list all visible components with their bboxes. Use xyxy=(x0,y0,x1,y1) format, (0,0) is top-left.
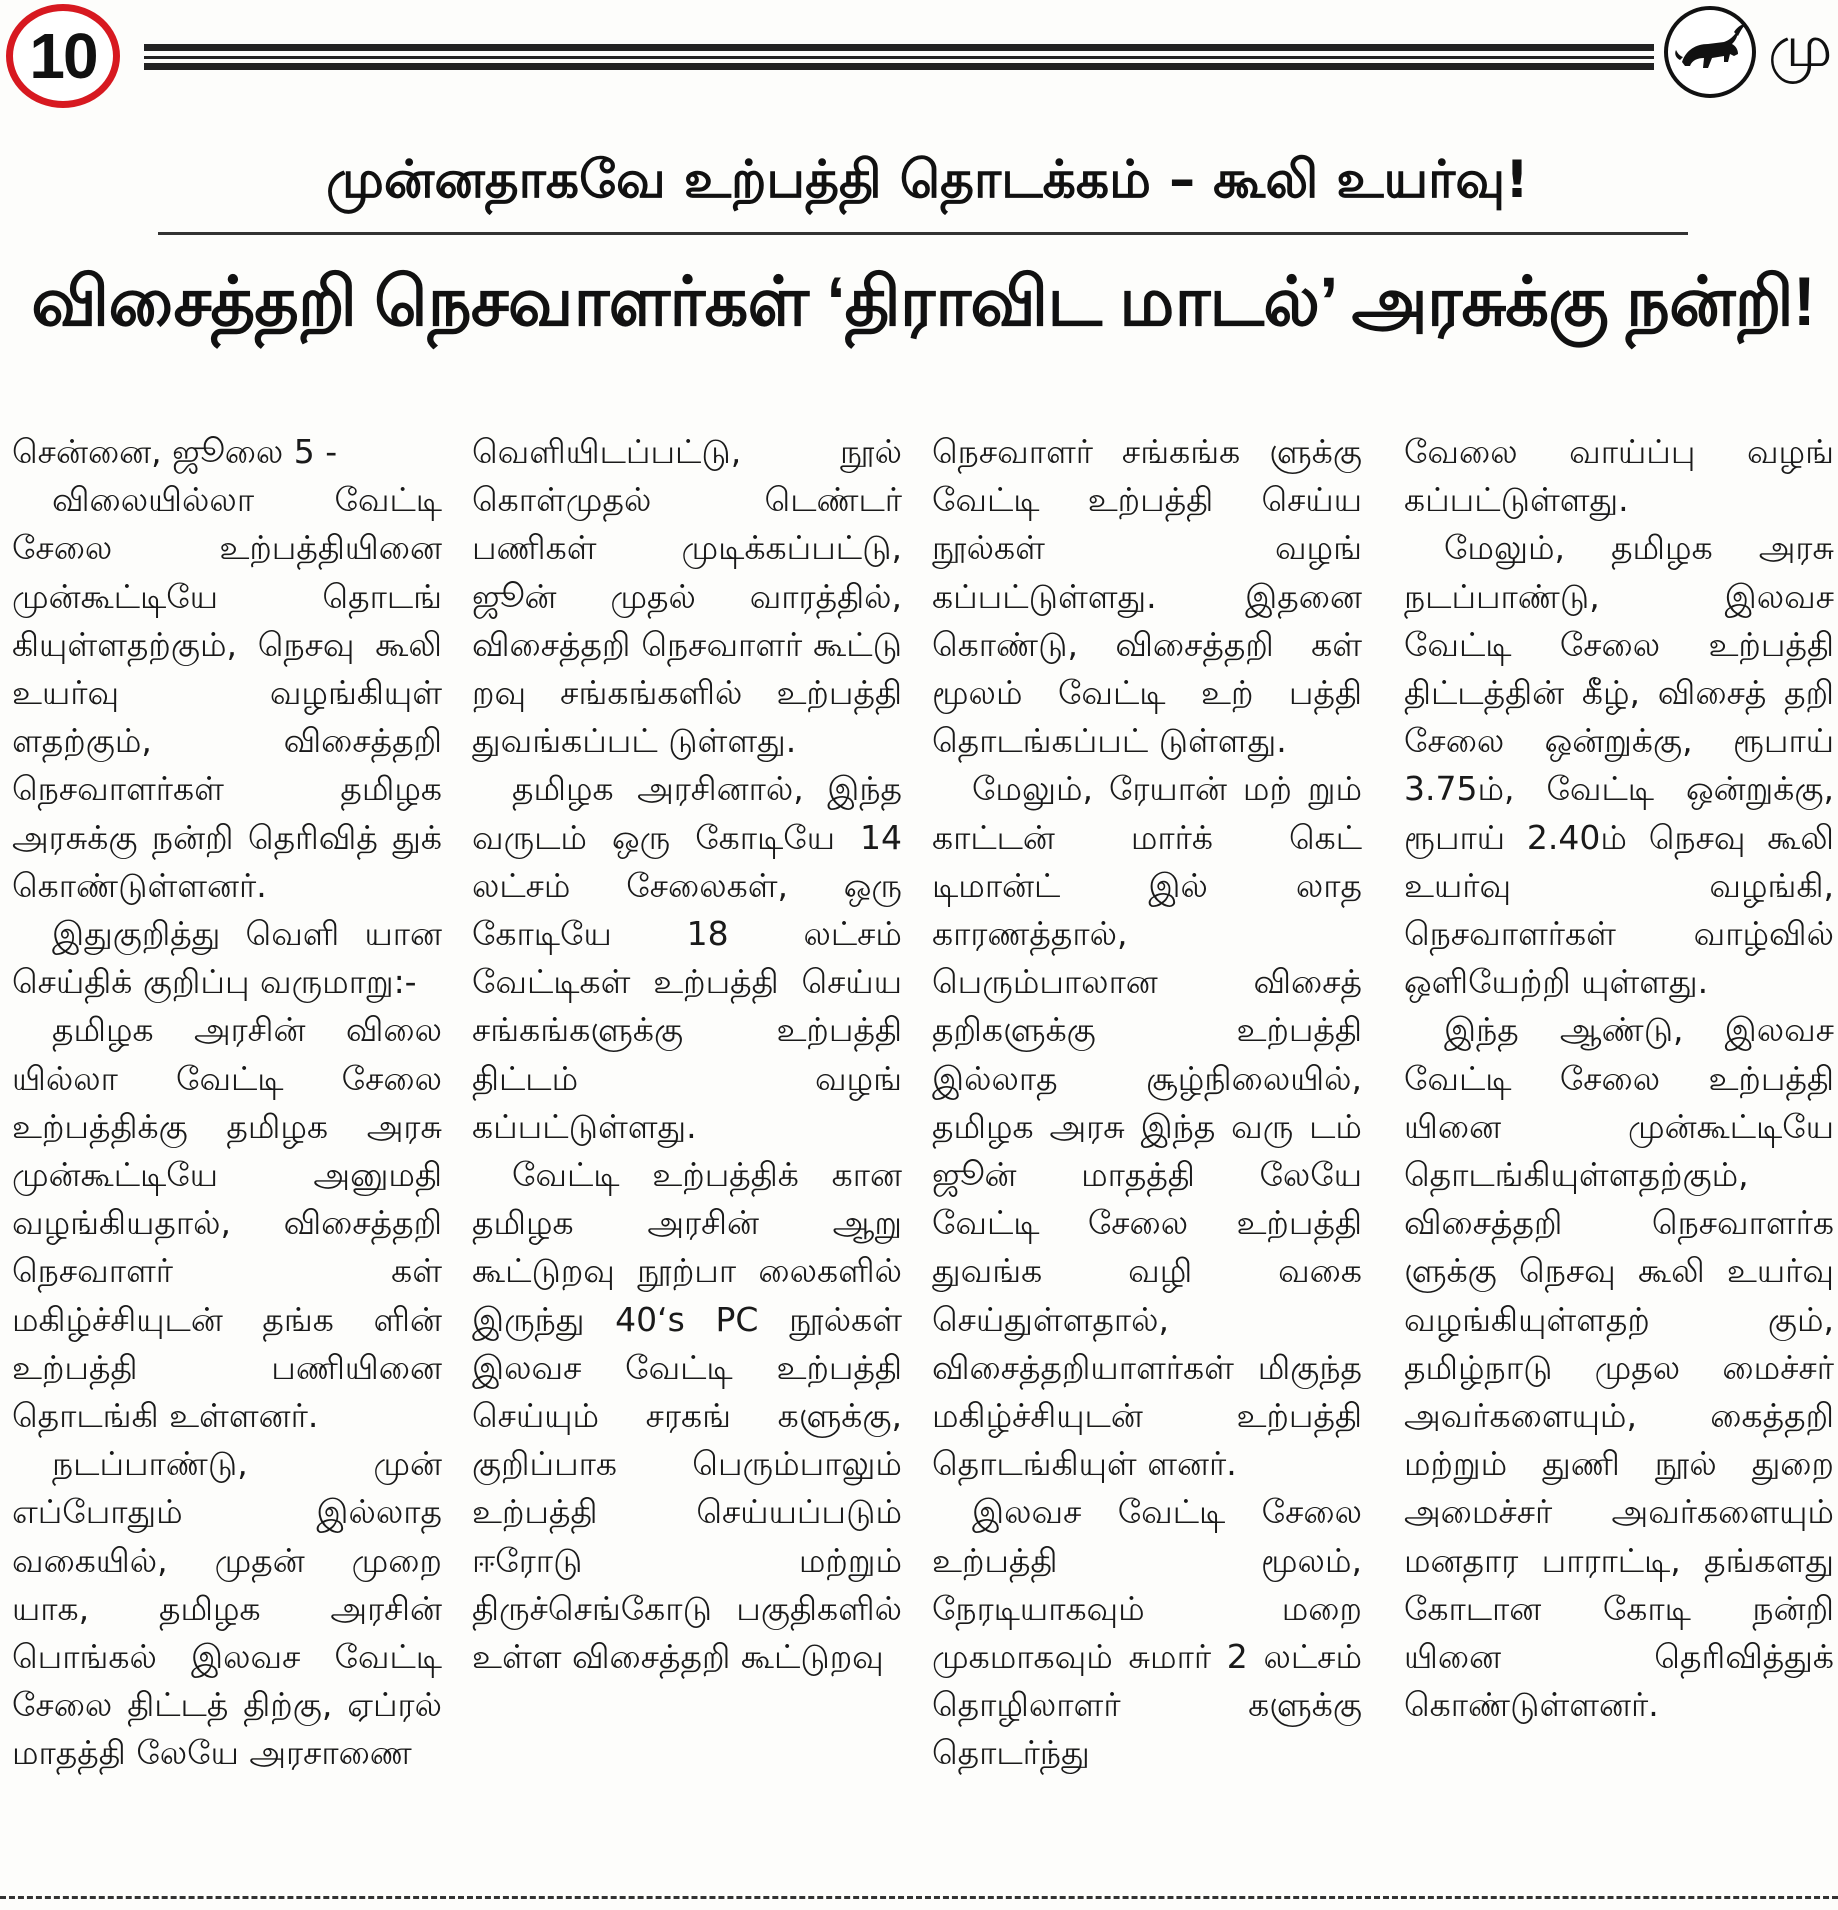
masthead-rule-top xyxy=(144,44,1654,51)
article-paragraph: இதுகுறித்து வெளி யான செய்திக் குறிப்பு வருமாறு:- xyxy=(12,914,442,1002)
article-column-2 xyxy=(472,428,902,1878)
article-column-1 xyxy=(12,428,442,1878)
article-paragraph: தமிழக அரசின் விலை யில்லா வேட்டி சேலை உற்பத்திக்கு தமிழக அரசு முன்கூட்டியே அனுமதி வழங்கியதால், விசைத்தறி நெசவாளர் கள் மகிழ்ச்சியுடன் தங்க ளின் உற்பத்தி பணியினை தொடங்கி உள்ளனர். xyxy=(12,1010,442,1436)
article-paragraph: மேலும், தமிழக அரசு நடப்பாண்டு, இலவச வேட்டி சேலை உற்பத்தி திட்டத்தின் கீழ், விசைத் தறி சேலை ஒன்றுக்கு, ரூபாய் 3.75ம், வேட்டி ஒன்றுக்கு, ரூபாய் 2.40ம் நெசவு கூலி உயர்வு வழங்கி, நெசவாளர்கள் வாழ்வில் ஒளியேற்றி யுள்ளது. xyxy=(1404,528,1834,1002)
subheadline: முன்னதாகவே உற்பத்தி தொடக்கம் – கூலி உயர்வு! xyxy=(326,150,1529,210)
subheadline-underline xyxy=(158,232,1688,235)
main-headline: விசைத்தறி நெசவாளர்கள் ‘திராவிட மாடல்’ அரசுக்கு நன்றி! xyxy=(31,263,1815,340)
article-paragraph: நடப்பாண்டு, முன் எப்போதும் இல்லாத வகையில், முதன் முறை யாக, தமிழக அரசின் பொங்கல் இலவச வேட்டி சேலை திட்டத் திற்கு, ஏப்ரல் மாதத்தி லேயே அரசாணை xyxy=(12,1444,442,1773)
article-column-4 xyxy=(1404,428,1834,1878)
page-number: 10 xyxy=(29,20,97,92)
page-number-badge xyxy=(6,4,120,108)
article-paragraph: வேலை வாய்ப்பு வழங் கப்பட்டுள்ளது. xyxy=(1404,432,1834,520)
article-paragraph: இலவச வேட்டி சேலை உற்பத்தி மூலம், நேரடியாகவும் மறை முகமாகவும் சுமார் 2 லட்சம் தொழிலாளர் களுக்கு தொடர்ந்து xyxy=(932,1492,1362,1773)
article-column-3 xyxy=(932,428,1362,1878)
article-paragraph: வெளியிடப்பட்டு, நூல் கொள்முதல் டெண்டர் பணிகள் முடிக்கப்பட்டு, ஜூன் முதல் வாரத்தில், விசைத்தறி நெசவாளர் கூட்டு றவு சங்கங்களில் உற்பத்தி துவங்கப்பட் டுள்ளது. xyxy=(472,432,902,761)
masthead-rule-bottom xyxy=(144,63,1654,70)
article-paragraph: இந்த ஆண்டு, இலவச வேட்டி சேலை உற்பத்தி யினை முன்கூட்டியே தொடங்கியுள்ளதற்கும், விசைத்தறி நெசவாளர்க ளுக்கு நெசவு கூலி உயர்வு வழங்கியுள்ளதற் கும், தமிழ்நாடு முதல மைச்சர் அவர்களையும், கைத்தறி மற்றும் துணி நூல் துறை அமைச்சர் அவர்களையும் மனதார பாராட்டி, தங்களது கோடான கோடி நன்றி யினை தெரிவித்துக் கொண்டுள்ளனர். xyxy=(1404,1010,1834,1725)
dateline: சென்னை, ஜூலை 5 - xyxy=(12,432,338,471)
article-paragraph: விலையில்லா வேட்டி சேலை உற்பத்தியினை முன்கூட்டியே தொடங் கியுள்ளதற்கும், நெசவு கூலி உயர்வு வழங்கியுள் ளதற்கும், விசைத்தறி நெசவாளர்கள் தமிழக அரசுக்கு நன்றி தெரிவித் துக் கொண்டுள்ளனர். xyxy=(12,480,442,905)
article-paragraph: தமிழக அரசினால், இந்த வருடம் ஒரு கோடியே 14 லட்சம் சேலைகள், ஒரு கோடியே 18 லட்சம் வேட்டிகள் உற்பத்தி செய்ய சங்கங்களுக்கு உற்பத்தி திட்டம் வழங் கப்பட்டுள்ளது. xyxy=(472,769,902,1146)
page-bottom-dashed-rule xyxy=(0,1896,1838,1899)
article-paragraph: மேலும், ரேயான் மற் றும் காட்டன் மார்க் கெட் டிமான்ட் இல் லாத காரணத்தால், பெரும்பாலான விசைத் தறிகளுக்கு உற்பத்தி இல்லாத சூழ்நிலையில், தமிழக அரசு இந்த வரு டம் ஜூன் மாதத்தி லேயே வேட்டி சேலை உற்பத்தி துவங்க வழி வகை செய்துள்ளதால், விசைத்தறியாளர்கள் மிகுந்த மகிழ்ச்சியுடன் உற்பத்தி தொடங்கியுள் ளனர். xyxy=(932,769,1362,1484)
masthead-rule-middle xyxy=(144,56,1654,59)
bull-logo-icon xyxy=(1664,6,1756,98)
article-paragraph: வேட்டி உற்பத்திக் கான தமிழக அரசின் ஆறு கூட்டுறவு நூற்பா லைகளில் இருந்து 40‘s PC நூல்கள் இலவச வேட்டி உற்பத்தி செய்யும் சரகங் களுக்கு, குறிப்பாக பெரும்பாலும் உற்பத்தி செய்யப்படும் ஈரோடு மற்றும் திருச்செங்கோடு பகுதிகளில் உள்ள விசைத்தறி கூட்டுறவு xyxy=(472,1155,902,1677)
article-paragraph: நெசவாளர் சங்கங்க ளுக்கு வேட்டி உற்பத்தி செய்ய நூல்கள் வழங் கப்பட்டுள்ளது. இதனை கொண்டு, விசைத்தறி கள் மூலம் வேட்டி உற் பத்தி தொடங்கப்பட் டுள்ளது. xyxy=(932,432,1362,761)
newspaper-name-fragment: மு xyxy=(1768,12,1833,80)
